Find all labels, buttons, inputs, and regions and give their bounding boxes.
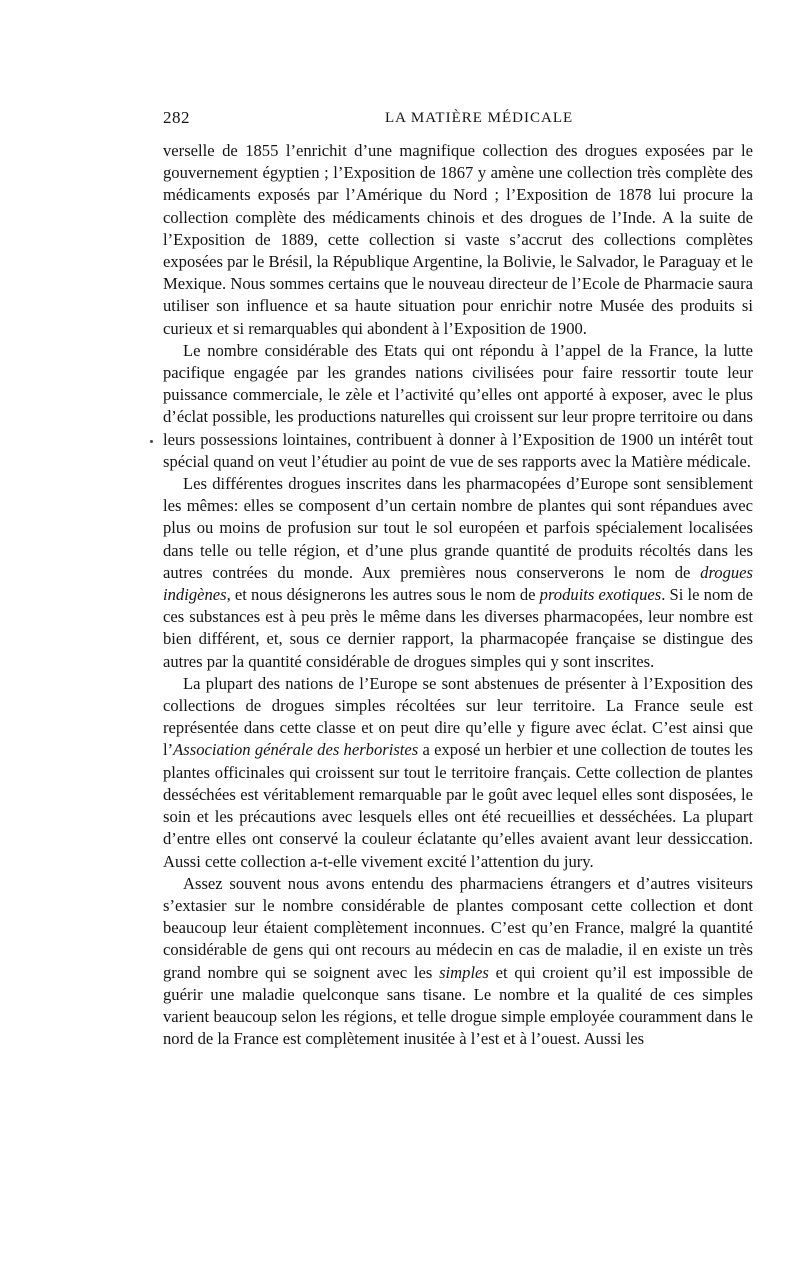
running-title: LA MATIÈRE MÉDICALE <box>385 110 574 126</box>
paragraph <box>163 673 753 873</box>
paragraph <box>163 340 753 473</box>
margin-speck <box>150 440 153 443</box>
text-run: a exposé un herbier et une collection de toutes les plantes officinales qui croissent sur tout le territoire français. Cette collection de plantes desséchées est véritablement remarquable par le goût avec lequel elles sont disposées, le soin et les précautions avec lesquels elles ont été recueillies et desséchées. La plupart d’entre elles ont conservé la couleur éclatante qu’elles avaient avant leur dessiccation. Aussi cette collection a-t-elle vivement excité l’attention du jury. <box>163 740 753 871</box>
paragraph <box>163 140 753 340</box>
page-header <box>163 104 753 132</box>
text-run: Les différentes drogues inscrites dans les pharmacopées d’Europe sont sensiblement les mêmes: elles se composent d’un certain nombre de plantes qui sont répandues avec plus ou moins de profusion sur tout le sol européen et parfois spécialement localisées dans telle ou telle région, et d’une plus grande quantité de produits récoltés dans les autres contrées du monde. Aux premières nous conserverons le nom de <box>163 474 753 582</box>
text-run: , et nous désignerons les autres sous le nom de <box>226 585 540 605</box>
italic-phrase: Association générale des herboristes <box>173 740 419 760</box>
paragraph <box>163 873 753 1051</box>
text-run: Le nombre considérable des Etats qui ont répondu à l’appel de la France, la lutte pacifique engagée par les grandes nations civilisées pour faire ressortir toute leur puissance commerciale, le zèle et l’activité qu’elles ont apporté à exposer, avec le plus d’éclat possible, les productions naturelles qui croissent sur leur propre territoire ou dans leurs possessions lointaines, contribuent à donner à l’Exposition de 1900 un intérêt tout spécial quand on veut l’étudier au point de vue de ses rapports avec la Matière médicale. <box>163 340 753 471</box>
text-run: et qui croient qu’il est impossible de guérir une maladie quelconque sans tisane. Le nombre et la qualité de ces simples varient beaucoup selon les régions, et telle drogue simple employée couramment dans le nord de la France est complètement inusitée à l’est et à l’ouest. Aussi les <box>163 962 754 1049</box>
text-run: verselle de 1855 l’enrichit d’une magnifique collection des drogues exposées par le gouvernement égyptien ; l’Exposition de 1867 y amène une collection très complète des médicaments exposés par l’Amérique du Nord ; l’Exposition de 1878 lui procure la collection complète des médicaments chinois et des drogues de l’Inde. A la suite de l’Exposition de 1889, cette collection si vaste s’accrut des collections complètes exposées par le Brésil, la République Argentine, la Bolivie, le Salvador, le Paraguay et le Mexique. Nous sommes certains que le nouveau directeur de l’Ecole de Pharmacie saura utiliser son influence et sa haute situation pour enrichir notre Musée des produits si curieux et si remarquables qui abondent à l’Exposition de 1900. <box>163 141 753 338</box>
italic-phrase: simples <box>439 962 489 982</box>
text-run: La plupart des nations de l’Europe se sont abstenues de présenter à l’Exposition des collections de drogues simples récoltées sur leur territoire. La France seule est représentée dans cette classe et on peut dire qu’elle y figure avec éclat. C’est ainsi que l’ <box>163 673 753 760</box>
body-text <box>163 140 753 1050</box>
page-number: 282 <box>163 108 190 127</box>
paragraph <box>163 473 753 673</box>
italic-phrase: produits exotiques <box>539 585 662 605</box>
text-run: Assez souvent nous avons entendu des pharmaciens étrangers et d’autres visiteurs s’extasier sur le nombre considérable de plantes composant cette collection et dont beaucoup leur étaient complètement inconnues. C’est qu’en France, malgré la quantité considérable de gens qui ont recours au médecin en cas de maladie, il en existe un très grand nombre qui se soignent avec les <box>163 873 753 982</box>
italic-phrase: drogues indigènes <box>163 562 753 605</box>
text-run: . Si le nom de ces substances est à peu près le même dans les diverses pharmacopées, leur nombre est bien différent, et, sous ce dernier rapport, la pharmacopée française se distingue des autres par la quantité considérable de drogues simples qui y sont inscrites. <box>163 585 753 671</box>
